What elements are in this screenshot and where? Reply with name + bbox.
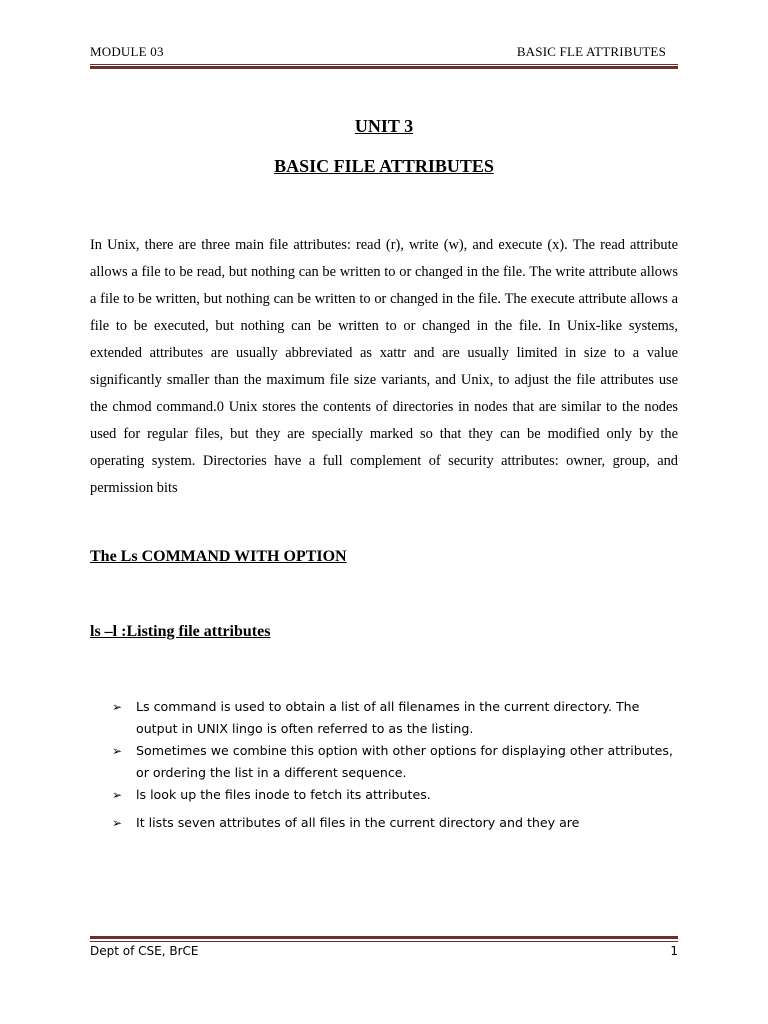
header-rule-thin — [90, 64, 678, 65]
page-header — [90, 44, 678, 62]
intro-paragraph: In Unix, there are three main file attributes: read (r), write (w), and execute (x). The read attribute allows a file to be read, but nothing can be written to or changed in the file. The write attribute allows a file to be written, but nothing can be written to or changed in the file. The execute attribute allows a file to be executed, but nothing can be written to or changed in the file. In Unix-like systems, extended attributes are usually abbreviated as xattr and are usually limited in size to a value significantly smaller than the maximum file size variants, and Unix, to adjust the file attributes use the chmod command.0 Unix stores the contents of directories in nodes that are similar to the nodes used for regular files, but they are specially marked so that they can be modified only by the operating system. Directories have a full complement of security attributes: owner, group, and permission bits — [90, 237, 678, 496]
page-title: BASIC FILE ATTRIBUTES — [274, 156, 494, 176]
arrow-bullet-icon: ➢ — [112, 788, 123, 802]
list-item — [112, 784, 682, 806]
list-item-text: It lists seven attributes of all files in the current directory and they are — [136, 815, 580, 830]
subsection-heading: ls –l :Listing file attributes — [90, 623, 271, 640]
footer-dept: Dept of CSE, BrCE — [90, 944, 199, 958]
page-number: 1 — [670, 944, 678, 958]
page-footer — [90, 944, 678, 962]
header-module: MODULE 03 — [90, 44, 164, 59]
list-item-text: Ls command is used to obtain a list of all filenames in the current directory. The output in UNIX lingo is often referred to as the listing. — [136, 699, 640, 736]
bullet-list — [112, 696, 682, 834]
section-heading: The Ls COMMAND WITH OPTION — [90, 548, 347, 565]
arrow-bullet-icon: ➢ — [112, 700, 123, 714]
footer-rule-thin — [90, 941, 678, 942]
header-section: BASIC FLE ATTRIBUTES — [516, 44, 666, 59]
arrow-bullet-icon: ➢ — [112, 816, 123, 830]
header-rule-thick — [90, 66, 678, 69]
list-item-text: Sometimes we combine this option with other options for displaying other attributes, or ordering the list in a different sequence. — [136, 743, 673, 780]
arrow-bullet-icon: ➢ — [112, 744, 123, 758]
list-item-text: ls look up the files inode to fetch its attributes. — [136, 787, 431, 802]
footer-rule-thick — [90, 936, 678, 939]
list-item — [112, 740, 682, 784]
list-item — [112, 812, 682, 834]
unit-title: UNIT 3 — [354, 116, 414, 136]
list-item — [112, 696, 682, 740]
